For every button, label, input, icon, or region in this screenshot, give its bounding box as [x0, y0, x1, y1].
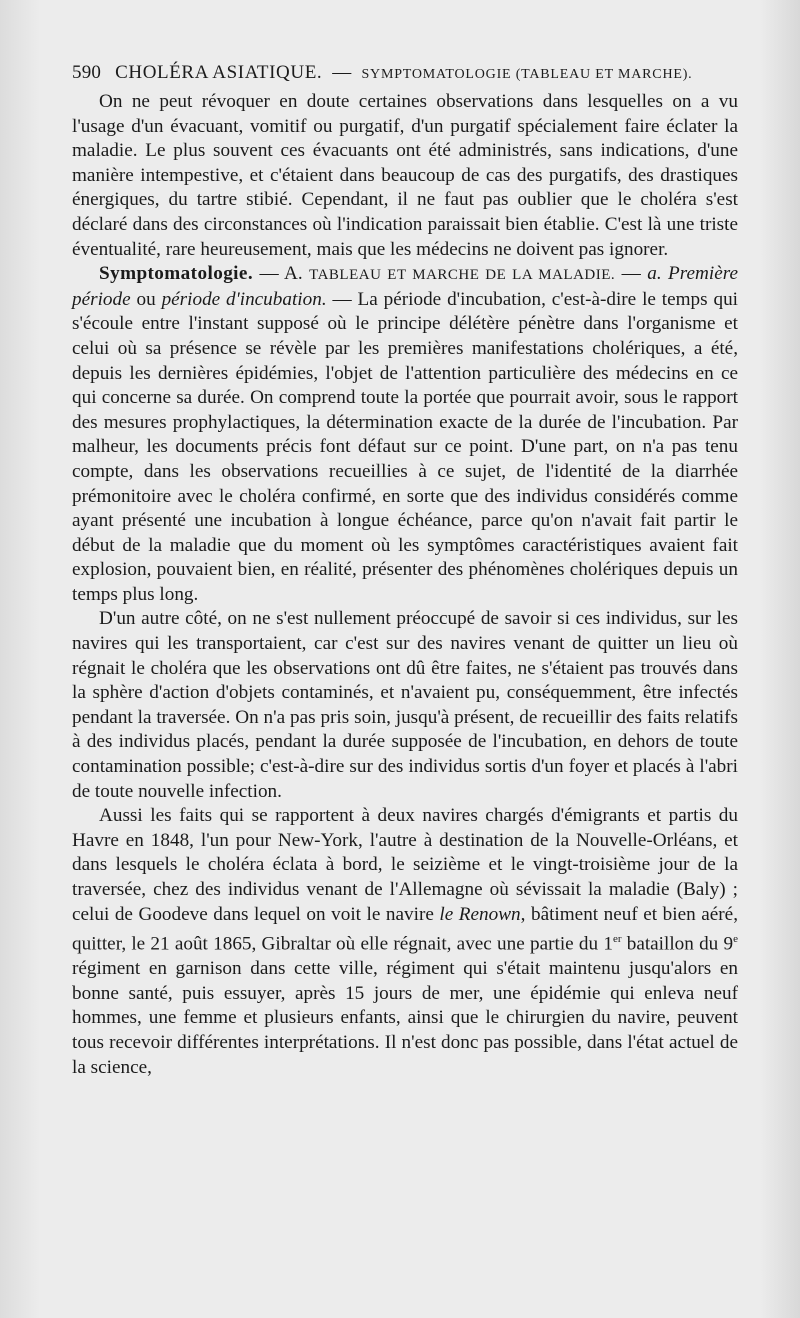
paragraph-1: On ne peut révoquer en doute certaines observations dans lesquelles on a vu l'usage d'un évacuant, vomitif ou purgatif, d'un purgatif spécialement faire éclater la maladie. Le plus souvent ces évacuants ont été administrés, sans indications, d'une manière intempestive, et c'étaient dans beaucoup de cas des purgatifs, des drastiques énergiques, du tartre stibié. Cependant, il ne faut pas oublier que le choléra s'est déclaré dans des circonstances où l'indication paraissait bien établie. C'est là une triste éventualité, rare heureusement, mais que les médecins ne doivent pas ignorer. — [72, 91, 738, 260]
paragraph-2-body: — La période d'incubation, c'est-à-dire le temps qui s'écoule entre l'instant supposé où le principe délétère pénètre dans l'organisme et celui où sa présence se révèle par les premières manifestations cholériques, a été, depuis les dernières épidémies, l'objet de l'attention particulière des médecins en ce qui concerne sa durée. On comprend toute la portée que pourrait avoir, sous le rapport des mesures prophylactiques, la détermination exacte de la durée de l'incubation. Par malheur, les documents précis font défaut sur ce point. D'une part, on n'a pas tenu compte, dans les observations recueillies à ce sujet, de l'identité de la diarrhée prémonitoire avec le choléra confirmé, en sorte que des individus considérés comme ayant présenté une incubation à longue échéance, parce qu'on n'avait fait partir le début de la maladie que du moment où les symptômes caractéristiques avaient fait explosion, pouvaient bien, en réalité, présenter des phénomènes cholériques depuis un temps plus long. — [72, 288, 739, 605]
paragraph-4-part-d: régiment en garnison dans cette ville, régiment qui s'était maintenu jusqu'alors en bonne santé, puis essuyer, après 15 jours de mer, une épidémie qui enleva neuf hommes, une femme et plusieurs enfants, ainsi que le chirurgien du navire, peuvent tous recevoir différentes interprétations. Il n'est donc pas possible, dans l'état actuel de la science, — [72, 958, 738, 1078]
period-title: Première période — [72, 263, 739, 310]
page-number: 590 — [72, 62, 102, 83]
paragraph-4-part-a: Aussi les faits qui se rapportent à deux navires chargés d'émigrants et partis du Havre en 1848, l'un pour New-York, l'autre à destination de la Nouvelle-Orléans, et dans lesquels le choléra éclata à bord, le seizième et le vingt-troisième jour de la traversée, chez des individus venant de l'Allemagne où sévissait la maladie (Baly) ; celui de Goodeve dans lequel on voit le navire — [72, 805, 738, 925]
section-subheading: TABLEAU ET MARCHE DE LA MALADIE. — [309, 267, 616, 284]
subheading-dash: — — [615, 263, 648, 285]
header-section: SYMPTOMATOLOGIE (TABLEAU ET MARCHE). — [361, 67, 693, 82]
item-letter: a. — [647, 263, 669, 285]
ordinal-ninth-suffix: e — [733, 933, 738, 946]
section-dash: — A. — [253, 263, 310, 285]
paragraph-4-part-b: , bâtiment neuf et bien aéré, quitter, le 21 août 1865, Gibraltar où elle régnait, avec une partie du — [72, 903, 738, 955]
ship-name: le Renown — [439, 903, 521, 925]
period-conjunction: ou — [130, 288, 162, 310]
paragraph-2 — [72, 262, 738, 607]
ordinal-ninth: 9 — [723, 933, 734, 955]
ordinal-first-suffix: er — [612, 933, 622, 946]
paragraph-3: D'un autre côté, on ne s'est nullement préoccupé de savoir si ces individus, sur les navires qui les transportaient, car c'est sur des navires venant de quitter un lieu où régnait le choléra que les observations ont dû être faites, ne s'étaient pas trouvés dans la sphère d'action d'objets contaminés, et n'avaient pu, conséquemment, être infectés pendant la traversée. On n'a pas pris soin, jusqu'à présent, de recueillir des faits relatifs à des individus placés, pendant la durée supposée de l'incubation, en dehors de toute contamination possible; c'est-à-dire sur des individus sortis d'un foyer et placés à l'abri de toute nouvelle infection. — [72, 608, 738, 802]
section-heading: Symptomatologie. — [99, 263, 254, 285]
paragraph-4 — [72, 804, 738, 1080]
period-subtitle: période d'incubation. — [161, 288, 327, 310]
paragraph-4-part-c: bataillon du — [621, 933, 724, 955]
ordinal-first: 1 — [603, 933, 613, 955]
header-title: CHOLÉRA ASIATIQUE. — [115, 62, 323, 83]
header-dash: — — [332, 62, 352, 83]
running-header — [72, 62, 738, 84]
